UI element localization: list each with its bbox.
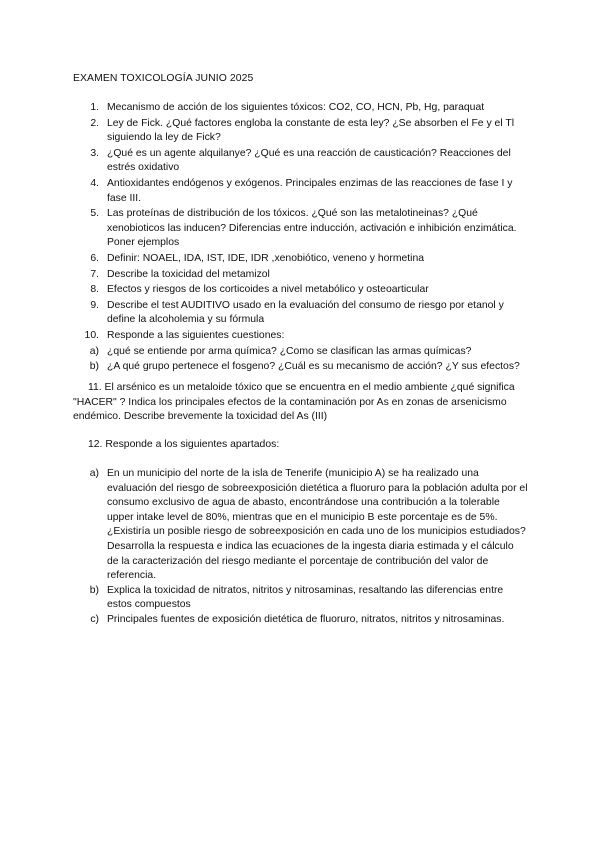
item-number: 9. bbox=[90, 299, 99, 311]
item-letter: a) bbox=[89, 345, 99, 357]
item-number: 2. bbox=[90, 117, 99, 129]
item-number: 4. bbox=[90, 177, 99, 189]
item-text: Las proteínas de distribución de los tóxicos. ¿Qué son las metalotineinas? ¿Qué xenobioticos las inducen? Diferencias entre inducción, activación e inhibición enzimática. Poner ejemplos bbox=[107, 208, 517, 249]
item-number: 10. bbox=[84, 329, 99, 341]
item-number: 1. bbox=[90, 102, 99, 113]
item-text: Principales fuentes de exposición dietética de fluoruro, nitratos, nitritos y nitrosaminas. bbox=[107, 613, 505, 625]
item-letter: c) bbox=[90, 613, 99, 625]
item-letter: a) bbox=[89, 468, 99, 479]
list-item bbox=[73, 467, 528, 584]
item-number: 3. bbox=[90, 147, 99, 159]
list-item bbox=[73, 329, 528, 344]
item-text: Efectos y riesgos de los corticoides a nivel metabólico y osteoarticular bbox=[107, 284, 429, 296]
list-item bbox=[73, 283, 528, 298]
item-text: Ley de Fick. ¿Qué factores engloba la constante de esta ley? ¿Se absorben el Fe y el Tl siguiendo la ley de Fick? bbox=[107, 117, 515, 144]
item-text: ¿Qué es un agente alquilanye? ¿Qué es una reacción de causticación? Reacciones del estrés oxidativo bbox=[107, 147, 511, 174]
list-item bbox=[73, 613, 528, 628]
item-text: Describe el test AUDITIVO usado en la evaluación del consumo de riesgo por etanol y define la alcoholemia y su fórmula bbox=[107, 299, 504, 326]
item-number: 5. bbox=[90, 208, 99, 220]
item-text: ¿A qué grupo pertenece el fosgeno? ¿Cuál es su mecanismo de acción? ¿Y sus efectos? bbox=[107, 361, 520, 373]
item-text: Describe la toxicidad del metamizol bbox=[107, 268, 270, 280]
item-text: En un municipio del norte de la isla de Tenerife (municipio A) se ha realizado una evaluación del riesgo de sobreexposición dietética a fluoruro para la población adulta por el consumo exclusivo de agua de abasto, encontrándose una contribución a la tolerable upper intake level de 80%, mientras que en el municipio B este porcentaje es de 5%. ¿Existiría un posible riesgo de sobreexposición en cada uno de los municipios estudiados? Desarrolla la respuesta e indica las ecuaciones de la ingesta diaria estimada y el cálculo de la caracterización del riesgo mediante el porcentaje de contribución del valor de referencia. bbox=[107, 468, 528, 582]
question-12-parts bbox=[73, 467, 528, 628]
item-text: Definir: NOAEL, IDA, IST, IDE, IDR ,xenobiótico, veneno y hormetina bbox=[107, 252, 425, 264]
item-number: 7. bbox=[90, 268, 99, 280]
list-item bbox=[73, 177, 528, 206]
list-item bbox=[73, 147, 528, 176]
item-text: Mecanismo de acción de los siguientes tóxicos: CO2, CO, HCN, Pb, Hg, paraquat bbox=[107, 102, 485, 113]
list-item bbox=[73, 117, 528, 146]
item-text: Explica la toxicidad de nitratos, nitritos y nitrosaminas, resaltando las diferencias entre estos compuestos bbox=[107, 584, 504, 611]
item-text: Responde a las siguientes cuestiones: bbox=[107, 329, 285, 341]
item-letter: b) bbox=[89, 361, 99, 373]
list-item bbox=[73, 299, 528, 328]
item-text: Antioxidantes endógenos y exógenos. Principales enzimas de las reacciones de fase I y fase III. bbox=[107, 177, 513, 204]
item-letter: b) bbox=[89, 584, 99, 596]
list-item bbox=[73, 345, 528, 360]
exam-title: EXAMEN TOXICOLOGÍA JUNIO 2025 bbox=[73, 73, 254, 84]
question-list bbox=[73, 101, 528, 376]
list-item bbox=[73, 268, 528, 283]
list-item bbox=[73, 101, 528, 116]
list-item bbox=[73, 584, 528, 613]
question-11: 11. El arsénico es un metaloide tóxico que se encuentra en el medio ambiente ¿qué significa "HACER" ? Indica los principales efectos de la contaminación por As en zonas de arsenicismo endémico. Describe brevemente la toxicidad del As (III) bbox=[73, 382, 515, 423]
item-text: ¿qué se entiende por arma química? ¿Como se clasifican las armas químicas? bbox=[107, 345, 472, 357]
question-12-heading: 12. Responde a los siguientes apartados: bbox=[88, 439, 280, 450]
item-number: 6. bbox=[90, 252, 99, 264]
item-number: 8. bbox=[90, 284, 99, 296]
list-item bbox=[73, 207, 528, 251]
list-item bbox=[73, 360, 528, 375]
list-item bbox=[73, 252, 528, 267]
